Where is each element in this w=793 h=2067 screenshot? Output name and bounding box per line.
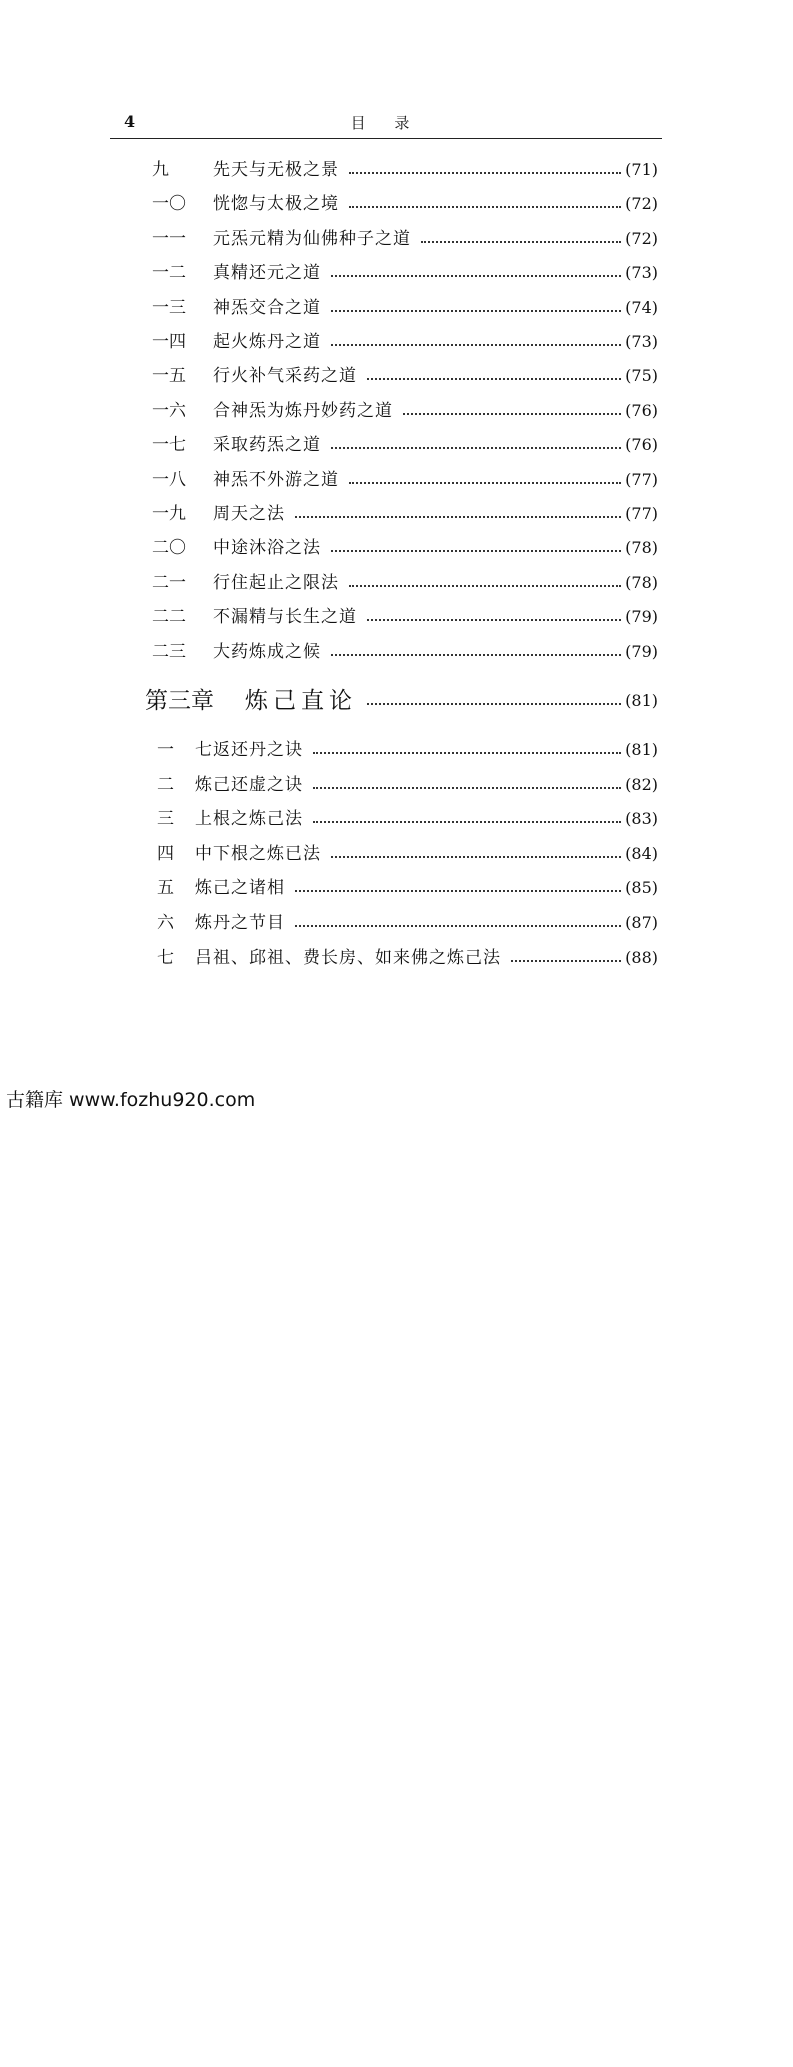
toc-entry — [0, 841, 793, 871]
toc-entry-page: (78) — [625, 572, 658, 592]
toc-entry-number: 一三 — [152, 297, 186, 318]
toc-entry — [0, 737, 793, 767]
dot-leader — [313, 821, 621, 823]
toc-entry — [0, 157, 793, 187]
dot-leader — [295, 516, 621, 518]
toc-entry-title: 炼己还虚之诀 — [195, 774, 303, 795]
toc-entry — [0, 260, 793, 290]
header-rule — [110, 138, 662, 139]
dot-leader — [421, 241, 621, 243]
toc-entry-page: (72) — [625, 194, 658, 214]
dot-leader — [313, 787, 621, 789]
toc-entry — [0, 501, 793, 531]
toc-entry-page: (79) — [625, 641, 658, 661]
dot-leader — [403, 413, 621, 415]
toc-entry-title: 炼己之诸相 — [195, 878, 285, 899]
toc-entry-page: (84) — [625, 843, 658, 863]
toc-entry-title: 恍惚与太极之境 — [213, 194, 339, 215]
toc-entry-page: (85) — [625, 878, 658, 898]
toc-entry — [0, 432, 793, 462]
toc-entry — [0, 295, 793, 325]
toc-entry-title: 大药炼成之候 — [213, 641, 321, 662]
toc-entry — [0, 639, 793, 669]
toc-entry-number: 九 — [152, 160, 169, 180]
toc-entry — [0, 329, 793, 359]
toc-entry-page: (73) — [625, 332, 658, 351]
toc-entry-title: 起火炼丹之道 — [213, 332, 321, 352]
toc-entry-number: 七 — [157, 947, 174, 968]
toc-entry-number: 二三 — [152, 641, 186, 662]
toc-entry-number: 三 — [157, 809, 174, 830]
toc-entry-title: 吕祖、邱祖、费长房、如来佛之炼己法 — [195, 947, 501, 968]
toc-entry — [0, 535, 793, 565]
toc-entry-title: 上根之炼己法 — [195, 809, 303, 830]
toc-entry-number: 二二 — [152, 607, 186, 628]
toc-entry-number: 一 — [157, 740, 174, 760]
toc-entry-title: 七返还丹之诀 — [195, 740, 303, 760]
dot-leader — [349, 206, 621, 208]
toc-entry-number: 六 — [157, 913, 174, 933]
toc-entry-page: (76) — [625, 435, 658, 455]
toc-entry-number: 一五 — [152, 366, 186, 387]
toc-entry-title: 行住起止之限法 — [213, 572, 339, 593]
toc-entry-page: (79) — [625, 607, 658, 627]
dot-leader — [331, 550, 621, 552]
dot-leader — [367, 619, 621, 621]
toc-entry-title: 合神炁为炼丹妙药之道 — [213, 400, 393, 421]
dot-leader — [331, 654, 621, 656]
dot-leader — [331, 275, 621, 277]
toc-entry-page: (77) — [625, 469, 658, 489]
dot-leader — [349, 172, 621, 174]
chapter-heading — [0, 686, 793, 716]
footer-watermark: 古籍库 www.fozhu920.com — [6, 1089, 256, 1111]
toc-entry-page: (72) — [625, 228, 658, 248]
dot-leader — [349, 482, 621, 484]
toc-entry-title: 不漏精与长生之道 — [213, 607, 357, 628]
page-header — [110, 112, 662, 138]
toc-entry-page: (87) — [625, 913, 658, 932]
toc-entry-title: 中下根之炼已法 — [195, 843, 321, 864]
toc-entry-title: 中途沐浴之法 — [213, 538, 321, 559]
toc-entry-number: 一四 — [152, 332, 186, 352]
toc-entry-title: 元炁元精为仙佛种子之道 — [213, 228, 411, 249]
toc-entry-title: 神炁不外游之道 — [213, 469, 339, 490]
toc-entry-title: 炼丹之节目 — [195, 913, 285, 933]
toc-entry-page: (75) — [625, 366, 658, 386]
toc-entry — [0, 604, 793, 634]
toc-entry-page: (81) — [625, 691, 658, 710]
toc-entry-number: 四 — [157, 843, 174, 864]
toc-entry-page: (81) — [625, 740, 658, 759]
toc-entry — [0, 910, 793, 940]
dot-leader — [511, 960, 621, 962]
toc-entry — [0, 363, 793, 393]
toc-entry-number: 一〇 — [152, 194, 186, 215]
dot-leader — [313, 752, 621, 754]
toc-entry-page: (76) — [625, 400, 658, 420]
toc-entry-number: 一八 — [152, 469, 186, 490]
running-head: 目 录 — [350, 114, 422, 132]
toc-entry-title: 真精还元之道 — [213, 263, 321, 284]
toc-entry-title: 周天之法 — [213, 504, 285, 524]
toc-entry-title: 先天与无极之景 — [213, 160, 339, 180]
toc-entry-number: 二〇 — [152, 538, 186, 559]
toc-entry-title: 行火补气采药之道 — [213, 366, 357, 387]
toc-entry-page: (77) — [625, 504, 658, 523]
toc-entry-number: 一一 — [152, 228, 186, 249]
toc-entry-page: (83) — [625, 809, 658, 829]
toc-entry-page: (82) — [625, 774, 658, 794]
dot-leader — [367, 703, 621, 705]
dot-leader — [295, 890, 621, 892]
toc-entry — [0, 806, 793, 836]
toc-entry-title: 采取药炁之道 — [213, 435, 321, 456]
dot-leader — [331, 447, 621, 449]
toc-entry — [0, 226, 793, 256]
toc-entry-number: 二一 — [152, 572, 186, 593]
toc-entry — [0, 772, 793, 802]
dot-leader — [367, 378, 621, 380]
toc-entry-title: 神炁交合之道 — [213, 297, 321, 318]
toc-entry — [0, 945, 793, 975]
toc-entry-number: 一六 — [152, 400, 186, 421]
toc-entry — [0, 398, 793, 428]
dot-leader — [331, 856, 621, 858]
toc-entry-page: (78) — [625, 538, 658, 558]
toc-entry-page: (71) — [625, 160, 658, 179]
dot-leader — [295, 925, 621, 927]
toc-entry — [0, 467, 793, 497]
toc-entry — [0, 570, 793, 600]
toc-entry-number: 二 — [157, 774, 174, 795]
page-number: 4 — [124, 112, 136, 131]
dot-leader — [331, 344, 621, 346]
toc-entry-page: (73) — [625, 263, 658, 283]
toc-entry-title: 炼己直论 — [245, 688, 357, 714]
toc-entry-number: 一二 — [152, 263, 186, 284]
toc-entry-number: 五 — [157, 878, 174, 899]
toc-entry-page: (88) — [625, 947, 658, 967]
toc-entry-number: 一七 — [152, 435, 186, 456]
toc-entry-page: (74) — [625, 297, 658, 317]
toc-entry-number: 一九 — [152, 504, 186, 524]
dot-leader — [331, 310, 621, 312]
toc-entry — [0, 191, 793, 221]
toc-entry-number: 第三章 — [145, 688, 214, 714]
dot-leader — [349, 585, 621, 587]
toc-entry — [0, 875, 793, 905]
